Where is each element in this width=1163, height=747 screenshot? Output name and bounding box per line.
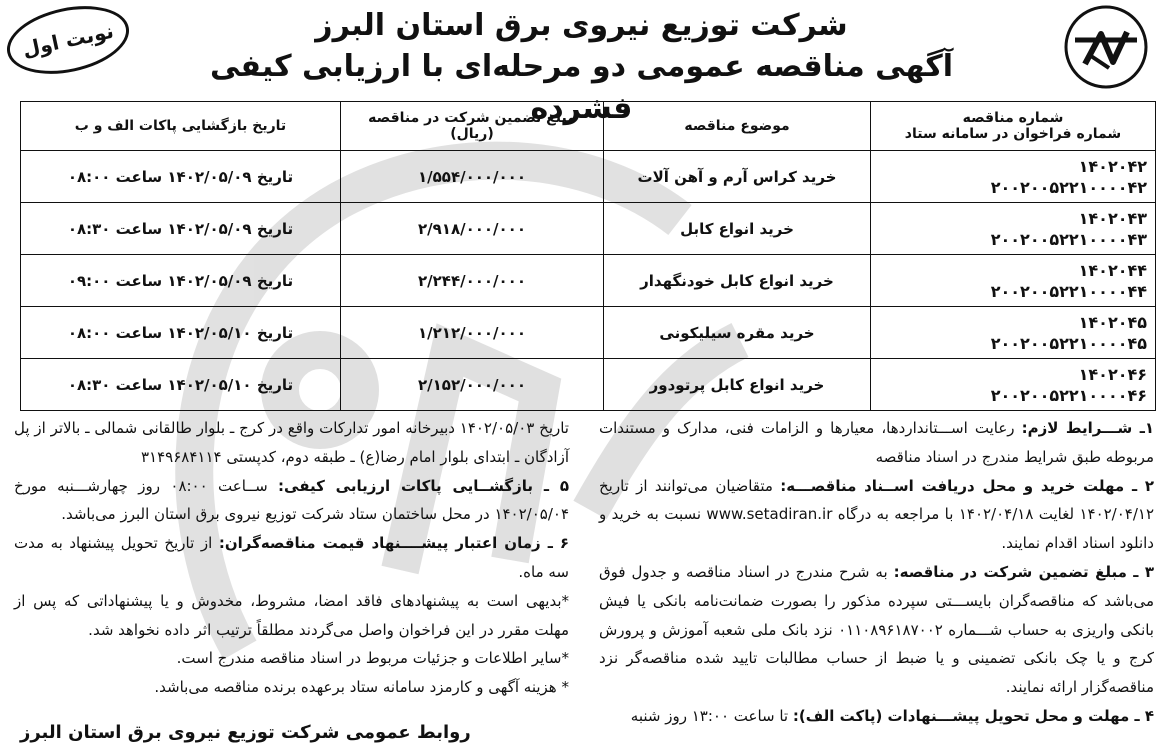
table-row — [21, 151, 1156, 203]
condition-1-text: رعایت اســـتانداردها، معیارها و الزامات فنی، مدارک و مستندات مربوطه طبق شرایط مندرج در اسناد مناقصه — [599, 419, 1154, 466]
col-tender-number — [871, 102, 1156, 151]
tender-number-cell — [871, 307, 1156, 359]
condition-6-title: ۶ ـ زمان اعتبار پیشــــنهاد قیمت مناقصه‌گران: — [218, 534, 569, 553]
first-publication-badge: نوبت اول — [1, 0, 136, 84]
conditions-body — [14, 414, 1154, 744]
guarantee-amount: ۲/۹۱۸/۰۰۰/۰۰۰ — [341, 203, 604, 255]
setad-number: ۲۰۰۲۰۰۵۲۲۱۰۰۰۰۴۲ — [990, 177, 1147, 197]
announcement-title: آگهی مناقصه عمومی دو مرحله‌ای با ارزیابی کیفی فشرده — [209, 49, 954, 126]
guarantee-amount: ۲/۱۵۲/۰۰۰/۰۰۰ — [341, 359, 604, 411]
company-title: شرکت توزیع نیروی برق استان البرز — [315, 8, 848, 43]
tender-number: ۱۴۰۲۰۴۳ — [1078, 208, 1147, 228]
condition-6 — [14, 529, 569, 587]
table-row — [21, 307, 1156, 359]
opening-date: تاریخ ۱۴۰۲/۰۵/۰۹ ساعت ۰۹:۰۰ — [21, 255, 341, 307]
opening-date: تاریخ ۱۴۰۲/۰۵/۱۰ ساعت ۰۸:۳۰ — [21, 359, 341, 411]
tender-number-cell — [871, 151, 1156, 203]
tenders-table — [20, 101, 1156, 411]
col-tender-number-line1: شماره مناقصه — [962, 110, 1064, 126]
tender-subject: خرید انواع کابل خودنگهدار — [604, 255, 871, 307]
table-row — [21, 359, 1156, 411]
condition-5 — [14, 472, 569, 530]
note-2: *سایر اطلاعات و جزئیات مربوط در اسناد مناقصه مندرج است. — [176, 649, 569, 668]
col-tender-number-line2: شماره فراخوان در سامانه ستاد — [904, 126, 1122, 142]
tender-number: ۱۴۰۲۰۴۵ — [1078, 312, 1147, 332]
condition-5-title: ۵ ـ بازگشــایی پاکات ارزیابی کیفی: — [278, 476, 569, 495]
condition-2 — [599, 472, 1154, 558]
condition-4-text: تا ساعت ۱۳:۰۰ روز شنبه — [630, 706, 793, 725]
table-header-row — [21, 102, 1156, 151]
note-3: * هزینه آگهی و کارمزد سامانه ستاد برعهده برنده مناقصه می‌باشد. — [154, 678, 569, 697]
company-logo-icon — [1063, 4, 1149, 90]
condition-4-continued: تاریخ ۱۴۰۲/۰۵/۰۳ دبیرخانه امور تدارکات واقع در کرج ـ بلوار طالقانی شمالی ـ بالاتر از پل آزادگان ـ ابتدای بلوار امام رضا(ع) ـ طبقه دوم، کدپستی ۳۱۴۹۶۸۴۱۱۴ — [14, 419, 569, 466]
tender-number-cell — [871, 359, 1156, 411]
tender-subject: خرید انواع کابل — [604, 203, 871, 255]
tender-number-cell — [871, 255, 1156, 307]
setad-number: ۲۰۰۲۰۰۵۲۲۱۰۰۰۰۴۳ — [990, 229, 1147, 249]
condition-4-title: ۴ ـ مهلت و محل تحویل پیشـــنهادات (پاکت الف): — [792, 706, 1154, 725]
table-row — [21, 203, 1156, 255]
guarantee-amount: ۱/۲۱۲/۰۰۰/۰۰۰ — [341, 307, 604, 359]
condition-1-title: ۱ـ شـــرایط لازم: — [1021, 419, 1154, 437]
tender-number-cell — [871, 203, 1156, 255]
tender-subject: خرید کراس آرم و آهن آلات — [604, 151, 871, 203]
tender-number: ۱۴۰۲۰۴۴ — [1078, 260, 1147, 280]
tender-number: ۱۴۰۲۰۴۶ — [1078, 364, 1147, 384]
table-row — [21, 255, 1156, 307]
setad-number: ۲۰۰۲۰۰۵۲۲۱۰۰۰۰۴۵ — [990, 333, 1147, 353]
tender-subject: خرید مقره سیلیکونی — [604, 307, 871, 359]
condition-5-text: ســاعت ۰۸:۰۰ روز چهارشـــنبه مورخ ۱۴۰۲/۰۵/۰۴ در محل ساختمان ستاد شرکت توزیع نیروی برق استان البرز می‌باشد. — [14, 476, 569, 524]
condition-2-text: متقاضیان می‌توانند از تاریخ ۱۴۰۲/۰۴/۱۲ لغایت ۱۴۰۲/۰۴/۱۸ با مراجعه به درگاه www.setadiran.ir نسبت به خرید و دانلود اسناد اقدام نمایند. — [599, 476, 1155, 553]
tender-subject: خرید انواع کابل پرتودور — [604, 359, 871, 411]
conditions-right-column — [599, 414, 1154, 731]
condition-2-title: ۲ ـ مهلت خرید و محل دریافت اســناد مناقصـــه: — [780, 476, 1154, 495]
conditions-left-column — [14, 414, 569, 702]
guarantee-amount: ۲/۲۴۴/۰۰۰/۰۰۰ — [341, 255, 604, 307]
condition-4 — [599, 702, 1154, 731]
tender-number: ۱۴۰۲۰۴۲ — [1078, 156, 1147, 176]
condition-6-text: از تاریخ تحویل پیشنهاد به مدت سه ماه. — [14, 534, 569, 581]
condition-3-text: به شرح مندرج در اسناد مناقصه و جدول فوق می‌باشد که مناقصه‌گران بایســـتی سپرده مذکور را بصورت ضمانت‌نامه بانکی یا فیش بانکی واریزی به حساب شـــماره ۰۱۱۰۸۹۶۱۸۷۰۰۲ نزد بانک ملی شعبه آموزش و پرورش کرج و یا چک بانکی تضمینی و یا ضبط از حساب مطالبات تایید شده مناقصه‌گر نزد مناقصه‌گزار ارائه نمایند. — [599, 562, 1154, 697]
guarantee-amount: ۱/۵۵۴/۰۰۰/۰۰۰ — [341, 151, 604, 203]
condition-3-title: ۳ ـ مبلغ تضمین شرکت در مناقصه: — [893, 562, 1154, 581]
col-subject: موضوع مناقصه — [604, 102, 871, 151]
setad-number: ۲۰۰۲۰۰۵۲۲۱۰۰۰۰۴۴ — [990, 281, 1147, 301]
note-1: *بدیهی است به پیشنهادهای فاقد امضا، مشروط، مخدوش و یا پیشنهاداتی که پس از مهلت مقرر در این فراخوان واصل می‌گردند مطلقاً ترتیب اثر داده نخواهد شد. — [14, 591, 569, 639]
col-opening-date: تاریخ بازگشایی پاکات الف و ب — [21, 102, 341, 151]
public-relations-signature: روابط عمومی شرکت توزیع نیروی برق استان البرز — [20, 722, 471, 743]
opening-date: تاریخ ۱۴۰۲/۰۵/۰۹ ساعت ۰۸:۳۰ — [21, 203, 341, 255]
condition-3 — [599, 558, 1154, 702]
col-guarantee-amount: مبلغ تضمین شرکت در مناقصه (ریال) — [341, 102, 604, 151]
opening-date: تاریخ ۱۴۰۲/۰۵/۰۹ ساعت ۰۸:۰۰ — [21, 151, 341, 203]
opening-date: تاریخ ۱۴۰۲/۰۵/۱۰ ساعت ۰۸:۰۰ — [21, 307, 341, 359]
setad-number: ۲۰۰۲۰۰۵۲۲۱۰۰۰۰۴۶ — [990, 385, 1147, 405]
condition-1 — [599, 414, 1154, 472]
